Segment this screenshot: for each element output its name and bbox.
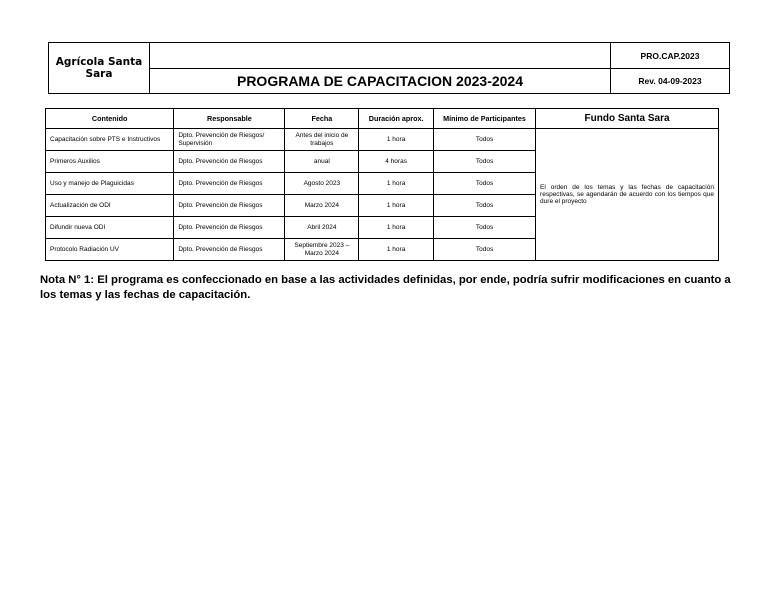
document-revision: Rev. 04-09-2023	[611, 69, 730, 94]
column-header-fecha: Fecha	[285, 109, 359, 129]
cell-minimo: Todos	[434, 151, 536, 173]
cell-duracion: 1 hora	[359, 129, 434, 151]
cell-minimo: Todos	[434, 195, 536, 217]
cell-responsable: Dpto. Prevención de Riesgos	[174, 195, 285, 217]
column-header-duracion: Duración aprox.	[359, 109, 434, 129]
cell-fecha: Marzo 2024	[285, 195, 359, 217]
cell-contenido: Primeros Auxilios	[46, 151, 174, 173]
cell-contenido: Difundir nueva ODI	[46, 217, 174, 239]
cell-minimo: Todos	[434, 217, 536, 239]
table-header-row	[46, 109, 719, 129]
table-row	[46, 129, 719, 151]
cell-responsable: Dpto. Prevención de Riesgos	[174, 151, 285, 173]
cell-minimo: Todos	[434, 239, 536, 261]
document-title: PROGRAMA DE CAPACITACION 2023-2024	[150, 69, 611, 94]
cell-fecha: anual	[285, 151, 359, 173]
cell-duracion: 1 hora	[359, 173, 434, 195]
company-name: Agrícola Santa Sara	[49, 43, 150, 94]
cell-duracion: 1 hora	[359, 239, 434, 261]
cell-responsable: Dpto. Prevención de Riesgos/ Supervisión	[174, 129, 285, 151]
cell-responsable: Dpto. Prevención de Riesgos	[174, 239, 285, 261]
header-blank-cell	[150, 43, 611, 69]
cell-responsable: Dpto. Prevención de Riesgos	[174, 173, 285, 195]
cell-fecha: Agosto 2023	[285, 173, 359, 195]
cell-duracion: 1 hora	[359, 217, 434, 239]
document-code: PRO.CAP.2023	[611, 43, 730, 69]
training-program-table	[45, 108, 719, 261]
cell-fecha: Antes del inicio de trabajos	[285, 129, 359, 151]
cell-responsable: Dpto. Prevención de Riesgos	[174, 217, 285, 239]
cell-minimo: Todos	[434, 173, 536, 195]
cell-duracion: 4 horas	[359, 151, 434, 173]
cell-contenido: Protocolo Radiación UV	[46, 239, 174, 261]
column-header-contenido: Contenido	[46, 109, 174, 129]
footnote: Nota N° 1: El programa es confeccionado en base a las actividades definidas, por ende, podría sufrir modificaciones en cuanto a los temas y las fechas de capacitación.	[40, 274, 731, 301]
cell-fecha: Septiembre 2023 – Marzo 2024	[285, 239, 359, 261]
fundo-note: El orden de los temas y las fechas de capacitación respectivas, se agendarán de acuerdo con los tiempos que dure el proyecto	[536, 129, 719, 261]
cell-duracion: 1 hora	[359, 195, 434, 217]
document-header	[48, 42, 730, 94]
cell-contenido: Uso y manejo de Plaguicidas	[46, 173, 174, 195]
cell-contenido: Actualización de ODI	[46, 195, 174, 217]
cell-contenido: Capacitación sobre PTS e Instructivos	[46, 129, 174, 151]
cell-fecha: Abril 2024	[285, 217, 359, 239]
column-header-fundo: Fundo Santa Sara	[536, 109, 719, 129]
cell-minimo: Todos	[434, 129, 536, 151]
column-header-responsable: Responsable	[174, 109, 285, 129]
column-header-minimo: Mínimo de Participantes	[434, 109, 536, 129]
